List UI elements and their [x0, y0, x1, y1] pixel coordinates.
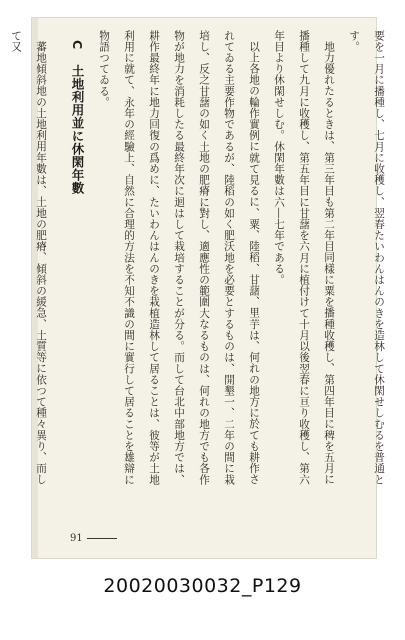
- paragraph-land-use: 蕃地傾斜地の土地利用年數は、土地の肥瘠、傾斜の緩急、土質等に依つて種々異り、而して又: [10, 30, 47, 485]
- paragraph-continuation: 要を一月に播種し、七月に收穫し、翌春たいわんはんのきを造林して休閑せしむるを普通とす。: [348, 30, 385, 486]
- paragraph-rotation-summary: 以上各地の輪作實例に就て見るに、粟、陸稻、甘藷、里芋は、何れの地方に於ても耕作されてゐる主要作物であるが、陸稻の如く肥沃地を必要とするものは、開墾一、二年の間に栽培し、反之甘藷の如く土地の肥瘠に對し、適應性の範圍大なるものは、何れの地方でも各作物が地力を消耗したる最終年次に迴はして栽培することが分る。而して台北中部地方では、耕作最終年に地力回復の爲めに、たいわんはんのきを栽植造林して居ることは、彼等が土地利用に就て、永年の經驗上、自然に合理的方法を不知不識の間に實行して居ることを雄辯に物語つてゐる。: [98, 30, 260, 486]
- section-heading-title: 土地利用並に休閑年數: [70, 64, 85, 195]
- page-footer: [70, 533, 117, 544]
- image-caption: 20020030032_P129: [103, 575, 302, 597]
- page-number: 91: [70, 533, 83, 544]
- paragraph-soil-fertility: 地力優れたるときは、第三年目も第二年目同樣に粟を播種收穫し、第四年目に稗を五月に播種して九月に收穫し、第五年目に甘藷を六月に植付けて十月以後翌春に亘り收穫し、第六年目より休閑せしむ。休閑年數は六―七年である。: [273, 30, 335, 486]
- section-heading: [63, 30, 91, 492]
- section-heading-letter: C: [70, 40, 85, 50]
- vertical-text-block: [10, 30, 391, 492]
- footer-rule: [87, 538, 117, 539]
